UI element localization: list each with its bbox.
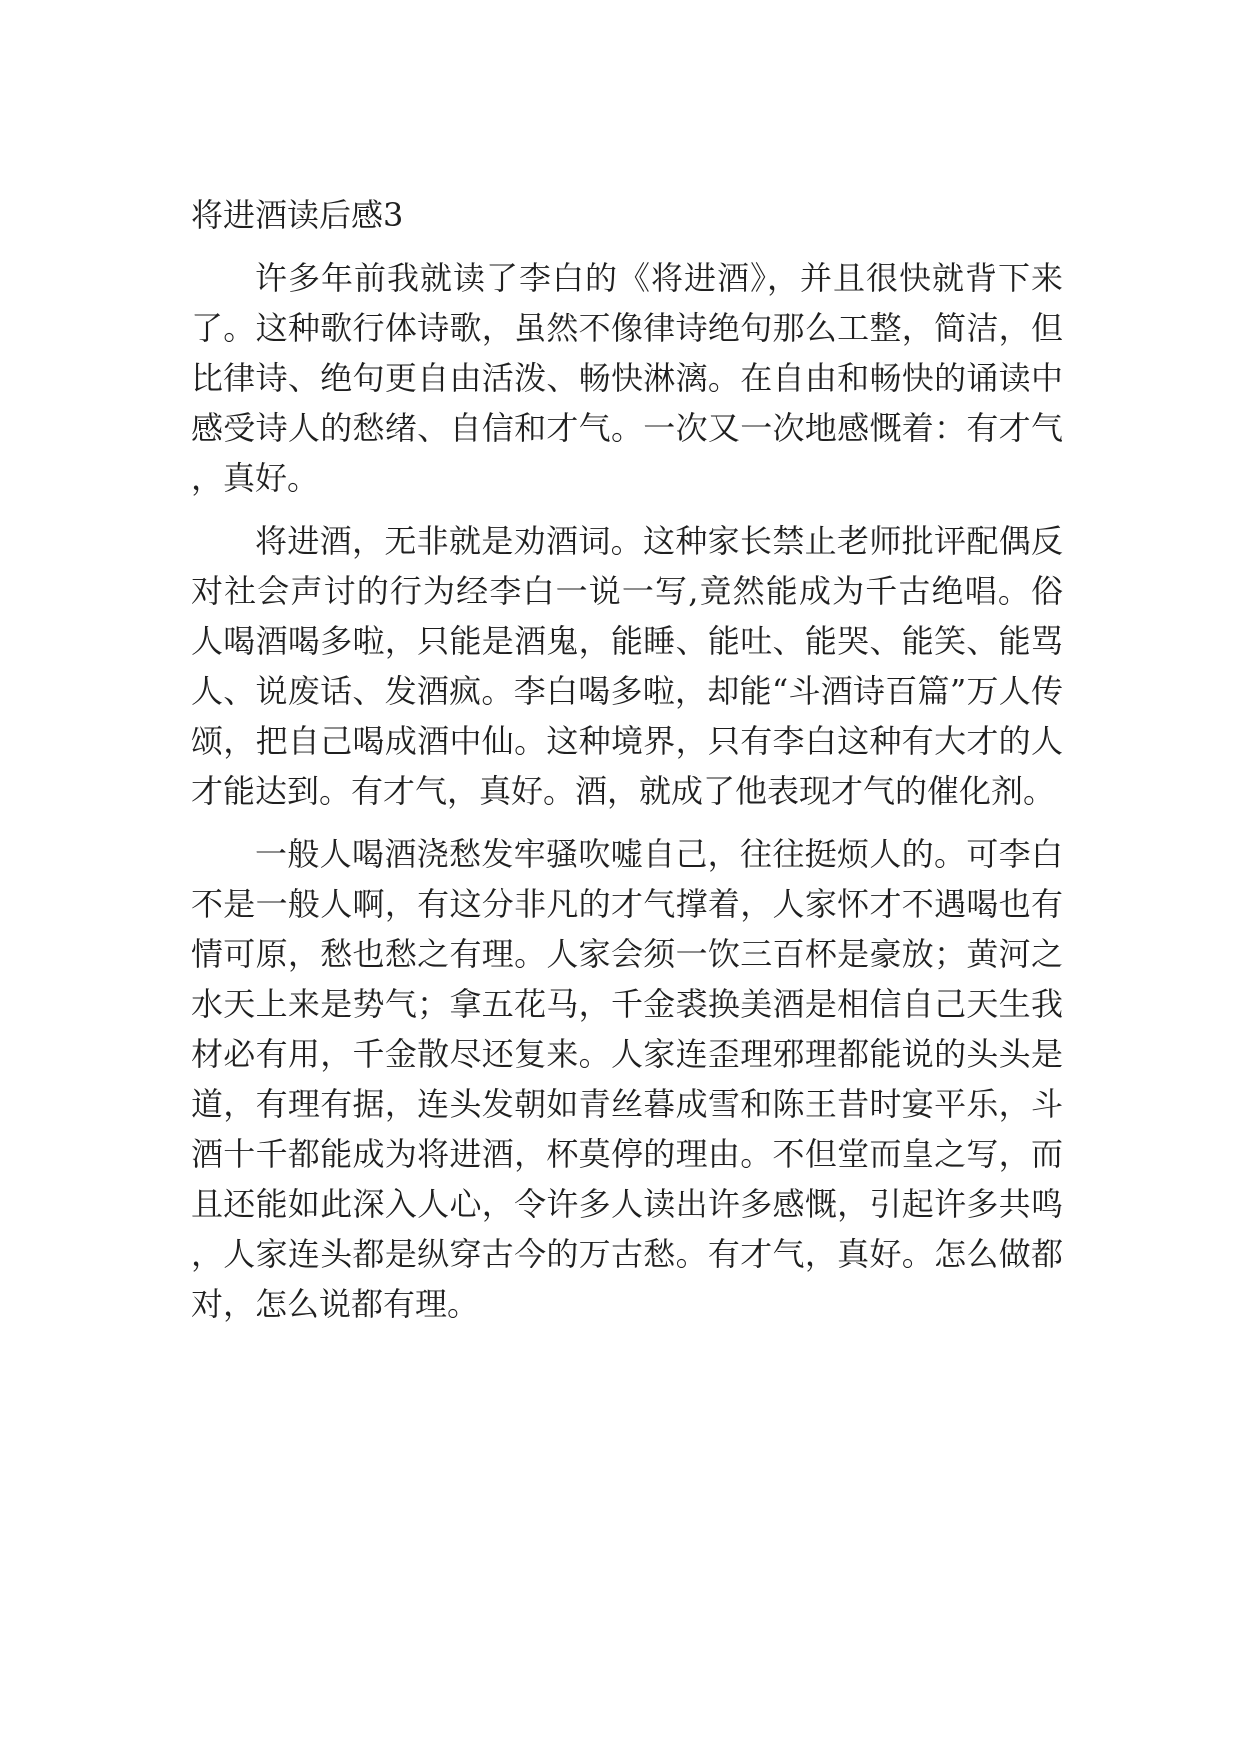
paragraph-1: 许多年前我就读了李白的《将进酒》，并且很快就背下来了。这种歌行体诗歌，虽然不像律诗绝句那么工整，简洁，但比律诗、绝句更自由活泼、畅快淋漓。在自由和畅快的诵读中感受诗人的愁绪、自信和才气。一次又一次地感慨着：有才气，真好。 bbox=[191, 259, 1063, 497]
document-title: 将进酒读后感3 bbox=[191, 196, 404, 234]
paragraph-2: 将进酒，无非就是劝酒词。这种家长禁止老师批评配偶反对社会声讨的行为经李白一说一写,竟然能成为千古绝唱。俗人喝酒喝多啦，只能是酒鬼，能睡、能吐、能哭、能笑、能骂人、说废话、发酒疯。李白喝多啦，却能“斗酒诗百篇”万人传颂，把自己喝成酒中仙。这种境界，只有李白这种有大才的人才能达到。有才气，真好。酒，就成了他表现才气的催化剂。 bbox=[191, 522, 1063, 810]
document-body bbox=[191, 190, 1063, 1342]
paragraph-3: 一般人喝酒浇愁发牢骚吹嘘自己，往往挺烦人的。可李白不是一般人啊，有这分非凡的才气撑着，人家怀才不遇喝也有情可原，愁也愁之有理。人家会须一饮三百杯是豪放；黄河之水天上来是势气；拿五花马，千金裘换美酒是相信自己天生我材必有用，千金散尽还复来。人家连歪理邪理都能说的头头是道，有理有据，连头发朝如青丝暮成雪和陈王昔时宴平乐，斗酒十千都能成为将进酒，杯莫停的理由。不但堂而皇之写，而且还能如此深入人心，令许多人读出许多感慨，引起许多共鸣，人家连头都是纵穿古今的万古愁。有才气，真好。怎么做都对，怎么说都有理。 bbox=[191, 835, 1063, 1323]
